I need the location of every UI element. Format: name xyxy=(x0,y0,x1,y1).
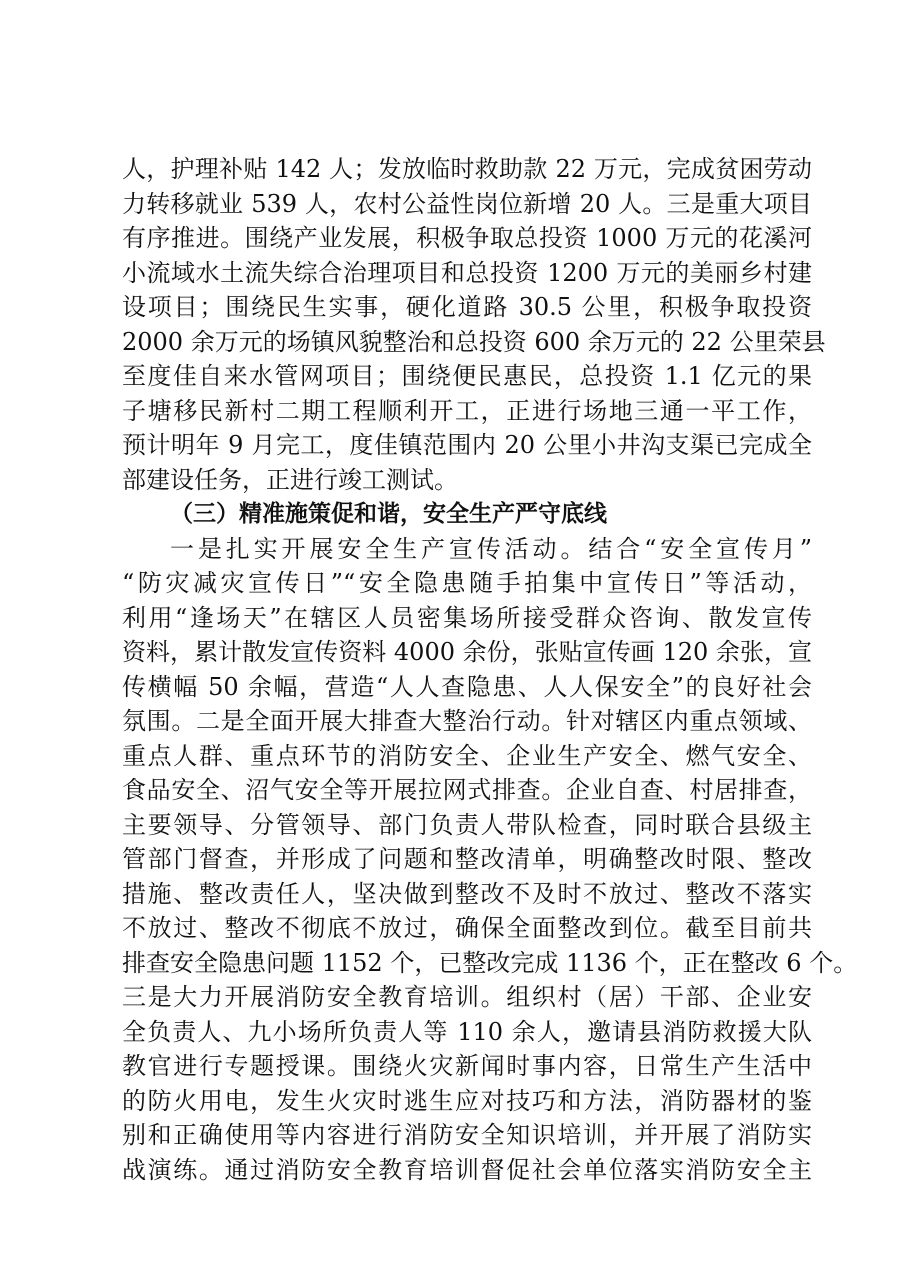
text-line: 重点人群、重点环节的消防安全、企业生产安全、燃气安全、 xyxy=(122,741,812,770)
text-line: 管部门督查，并形成了问题和整改清单，明确整改时限、整改 xyxy=(122,845,812,873)
text-line: 氛围。二是全面开展大排查大整治行动。针对辖区内重点领域、 xyxy=(122,707,812,735)
text-line: 一是扎实开展安全生产宣传活动。结合“安全宣传月” xyxy=(170,534,812,563)
text-line: 力转移就业 539 人，农村公益性岗位新增 20 人。三是重大项目 xyxy=(122,189,812,218)
section-heading: （三）精准施策促和谐，安全生产严守底线 xyxy=(170,501,607,527)
document-body xyxy=(122,152,858,1187)
text-line: 小流域水土流失综合治理项目和总投资 1200 万元的美丽乡村建 xyxy=(122,258,812,287)
text-line: 至度佳自来水管网项目；围绕便民惠民，总投资 1.1 亿元的果 xyxy=(122,362,812,390)
text-line: 预计明年 9 月完工，度佳镇范围内 20 公里小井沟支渠已完成全 xyxy=(122,431,812,459)
text-line: 设项目；围绕民生实事，硬化道路 30.5 公里，积极争取投资 xyxy=(122,293,812,321)
text-line: 战演练。通过消防安全教育培训督促社会单位落实消防安全主 xyxy=(122,1155,812,1184)
text-line: “防灾减灾宣传日”“安全隐患随手拍集中宣传日”等活动， xyxy=(122,569,812,597)
text-line: 2000 余万元的场镇风貌整治和总投资 600 余万元的 22 公里荣县 xyxy=(122,327,826,356)
text-line: 资料，累计散发宣传资料 4000 余份，张贴宣传画 120 余张，宣 xyxy=(122,638,812,666)
text-line: 传横幅 50 余幅，营造“人人查隐患、人人保安全”的良好社会 xyxy=(122,672,812,701)
text-line: 利用“逢场天”在辖区人员密集场所接受群众咨询、散发宣传 xyxy=(122,603,812,632)
text-line: 别和正确使用等内容进行消防安全知识培训，并开展了消防实 xyxy=(122,1121,812,1149)
text-line: 主要领导、分管领导、部门负责人带队检查，同时联合县级主 xyxy=(122,810,812,839)
text-line: 全负责人、九小场所负责人等 110 余人，邀请县消防救援大队 xyxy=(122,1017,812,1046)
text-line: 措施、整改责任人，坚决做到整改不及时不放过、整改不落实 xyxy=(122,879,812,908)
text-line: 三是大力开展消防安全教育培训。组织村（居）干部、企业安 xyxy=(122,983,812,1011)
text-line: 不放过、整改不彻底不放过，确保全面整改到位。截至目前共 xyxy=(122,914,812,942)
text-line: 子塘移民新村二期工程顺利开工，正进行场地三通一平工作， xyxy=(122,396,812,425)
text-line: 有序推进。围绕产业发展，积极争取总投资 1000 万元的花溪河 xyxy=(122,224,812,252)
text-line: 部建设任务，正进行竣工测试。 xyxy=(122,465,458,494)
text-line: 的防火用电，发生火灾时逃生应对技巧和方法，消防器材的鉴 xyxy=(122,1086,812,1115)
text-line: 食品安全、沼气安全等开展拉网式排查。企业自查、村居排查， xyxy=(122,776,812,804)
text-line: 人，护理补贴 142 人；发放临时救助款 22 万元，完成贫困劳动 xyxy=(122,155,812,183)
text-line: 教官进行专题授课。围绕火灾新闻时事内容，日常生产生活中 xyxy=(122,1052,812,1080)
text-line: 排查安全隐患问题 1152 个，已整改完成 1136 个，正在整改 6 个。 xyxy=(122,948,858,977)
